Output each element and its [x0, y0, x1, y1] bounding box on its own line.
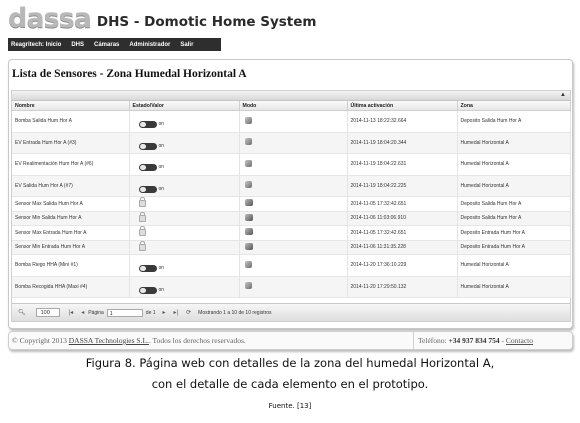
cell-nombre: Bomba Recogida HHA (Maxi #4) — [12, 276, 129, 298]
table-row[interactable] — [12, 240, 570, 255]
last-page-icon[interactable]: ▸| — [173, 310, 179, 316]
cell-nombre: Sensor Min Entrada Hum Hor A — [12, 240, 129, 255]
state-toggle[interactable] — [139, 164, 157, 171]
phone-number: +34 937 834 754 — [448, 336, 500, 345]
cell-nombre: EV Salida Hum Hor A (#7) — [12, 175, 129, 197]
table-row[interactable] — [12, 226, 570, 241]
cell-modo — [239, 197, 347, 212]
sensor-table — [12, 101, 571, 298]
cell-zona: Deposito Salida Hum Hor A — [457, 197, 570, 212]
cell-ultima-activacion: 2014-11-05 17:32:42.651 — [347, 197, 457, 212]
company-link[interactable]: DASSA Technologies S.L. — [68, 336, 149, 345]
page-count-label: de 1 — [145, 309, 156, 316]
lock-icon — [139, 229, 146, 236]
cell-zona: Deposito Salida Hum Hor A — [457, 111, 570, 133]
cell-nombre: EV Realimentación Hum Hor A (#6) — [12, 154, 129, 176]
nav-item-dhs[interactable]: DHS — [71, 41, 85, 48]
cell-nombre: Sensor Max Salida Hum Hor A — [12, 197, 129, 212]
cell-ultima-activacion: 2014-11-20 17:29:50.132 — [347, 276, 457, 298]
copyright-suffix: . Todos los derechos reservados. — [148, 336, 246, 345]
nav-item-camaras[interactable]: Cámaras — [94, 41, 120, 48]
sensor-icon[interactable] — [245, 214, 253, 221]
table-row[interactable] — [12, 211, 570, 226]
cell-ultima-activacion: 2014-11-06 11:03:06.910 — [347, 211, 457, 226]
figure-caption-line2: con el detalle de cada elemento en el prototipo. — [151, 377, 429, 391]
cell-estado — [129, 175, 239, 197]
phone-label: Teléfono: — [418, 336, 449, 345]
hand-icon[interactable] — [245, 261, 252, 268]
site-footer — [8, 331, 573, 350]
cell-zona: Humedal Horizontal A — [457, 276, 570, 298]
cell-estado — [129, 154, 239, 176]
copyright-prefix: © Copyright 2013 — [12, 336, 69, 345]
state-toggle[interactable] — [139, 121, 157, 128]
cell-nombre: Sensor Max Entrada Hum Hor A — [12, 226, 129, 241]
lock-icon — [139, 244, 146, 251]
cell-modo — [239, 255, 347, 277]
top-nav — [8, 38, 221, 51]
pager — [12, 303, 570, 321]
cell-zona: Deposito Entrada Hum Hor A — [457, 226, 570, 241]
figure-caption-line1: Figura 8. Página web con detalles de la zona del humedal Horizontal A, — [85, 356, 495, 370]
table-row[interactable] — [12, 276, 570, 298]
prev-page-icon[interactable]: ◂ — [81, 310, 85, 316]
footer-separator: - — [499, 336, 506, 345]
cell-modo — [239, 111, 347, 133]
cell-zona: Humedal Horizontal A — [457, 132, 570, 154]
grid-caption-bar — [12, 91, 570, 101]
figure-source: Fuente. [13] — [268, 402, 312, 410]
lock-icon — [139, 200, 146, 207]
hand-icon[interactable] — [245, 160, 252, 167]
cell-estado — [129, 211, 239, 226]
search-icon[interactable]: 🔍︎ — [18, 310, 26, 316]
state-toggle[interactable] — [139, 287, 157, 294]
cell-estado — [129, 111, 239, 133]
column-header-zona[interactable]: Zona — [457, 101, 570, 111]
hand-icon[interactable] — [245, 181, 252, 188]
cell-modo — [239, 276, 347, 298]
sensor-panel — [8, 59, 573, 329]
cell-modo — [239, 211, 347, 226]
nav-item-administrador[interactable]: Administrador — [129, 41, 171, 48]
cell-nombre: Bomba Salida Hum Hor A — [12, 111, 129, 133]
table-row[interactable] — [12, 255, 570, 277]
state-toggle[interactable] — [139, 265, 157, 272]
cell-modo — [239, 154, 347, 176]
cell-ultima-activacion: 2014-11-19 18:04:22.225 — [347, 175, 457, 197]
sensor-icon[interactable] — [245, 228, 253, 235]
cell-estado — [129, 197, 239, 212]
table-row[interactable] — [12, 175, 570, 197]
hand-icon[interactable] — [245, 282, 252, 289]
cell-ultima-activacion: 2014-11-19 18:04:22.631 — [347, 154, 457, 176]
table-row[interactable] — [12, 111, 570, 133]
cell-zona: Humedal Horizontal A — [457, 255, 570, 277]
triangle-up-icon[interactable]: ▲ — [560, 92, 566, 98]
cell-nombre: Sensor Min Salida Hum Hor A — [12, 211, 129, 226]
state-label: on — [158, 286, 165, 293]
nav-item-inicio[interactable]: Reagritech: Inicio — [11, 41, 62, 48]
cell-zona: Humedal Horizontal A — [457, 154, 570, 176]
reload-icon[interactable]: ⟳ — [186, 310, 192, 316]
app-title: DHS - Domotic Home System — [96, 14, 317, 30]
cell-modo — [239, 226, 347, 241]
page-size-select[interactable]: 100 — [36, 308, 60, 317]
state-label: on — [158, 164, 165, 171]
nav-item-salir[interactable]: Salir — [180, 41, 194, 48]
contact-link[interactable]: Contacto — [505, 336, 533, 345]
state-label: on — [158, 121, 165, 128]
state-toggle[interactable] — [139, 186, 157, 193]
page-label: Página — [88, 309, 104, 316]
column-header-estado[interactable]: Estado/Valor — [129, 101, 239, 111]
column-header-nombre[interactable]: Nombre — [12, 101, 129, 111]
table-row[interactable] — [12, 154, 570, 176]
cell-ultima-activacion: 2014-11-19 18:04:20.344 — [347, 132, 457, 154]
state-label: on — [158, 185, 165, 192]
cell-ultima-activacion: 2014-11-13 18:22:32.664 — [347, 111, 457, 133]
copyright — [12, 336, 246, 345]
cell-estado — [129, 132, 239, 154]
state-toggle[interactable] — [139, 143, 157, 150]
sensor-icon[interactable] — [245, 243, 253, 250]
cell-modo — [239, 132, 347, 154]
sensor-grid — [11, 90, 571, 322]
table-row[interactable] — [12, 132, 570, 154]
logo — [8, 3, 317, 34]
cell-nombre: Bomba Riego HHA (Mini #1) — [12, 255, 129, 277]
cell-ultima-activacion: 2014-11-05 17:32:42.651 — [347, 226, 457, 241]
sensor-icon[interactable] — [245, 199, 253, 206]
footer-divider — [413, 332, 414, 349]
contact-info — [418, 336, 533, 345]
cell-zona: Humedal Horizontal A — [457, 175, 570, 197]
cell-modo — [239, 175, 347, 197]
cell-ultima-activacion: 2014-11-06 11:31:35.228 — [347, 240, 457, 255]
cell-ultima-activacion: 2014-11-20 17:36:10.229 — [347, 255, 457, 277]
column-header-modo[interactable]: Modo — [239, 101, 347, 111]
cell-estado — [129, 276, 239, 298]
records-info: Mostrando 1 a 10 de 10 registros — [198, 309, 272, 316]
table-row[interactable] — [12, 197, 570, 212]
next-page-icon[interactable]: ▸ — [162, 310, 166, 316]
cell-modo — [239, 240, 347, 255]
first-page-icon[interactable]: |◂ — [68, 310, 74, 316]
hand-icon[interactable] — [245, 138, 252, 145]
page-number-input[interactable]: 1 — [107, 309, 143, 317]
cell-nombre: EV Entrada Hum Hor A (#3) — [12, 132, 129, 154]
cell-estado — [129, 226, 239, 241]
cell-zona: Deposito Salida Hum Hor A — [457, 211, 570, 226]
cell-zona: Deposito Entrada Hum Hor A — [457, 240, 570, 255]
lock-icon — [139, 215, 146, 222]
page-title: Lista de Sensores - Zona Humedal Horizontal A — [12, 68, 247, 80]
state-label: on — [158, 265, 165, 272]
cell-estado — [129, 240, 239, 255]
state-label: on — [158, 142, 165, 149]
logo-mark: dassa — [8, 3, 91, 34]
cell-estado — [129, 255, 239, 277]
column-header-ultima-activacion[interactable]: Última activación — [347, 101, 457, 111]
hand-icon[interactable] — [245, 117, 252, 124]
